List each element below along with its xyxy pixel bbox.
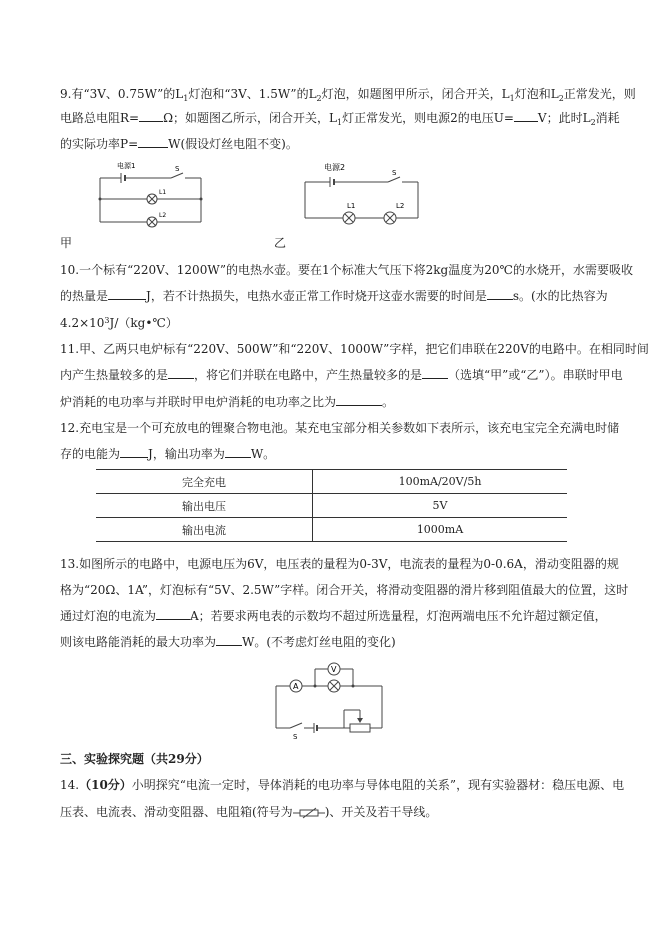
q11-text: ，将它们并联在电路中，产生热量较多的是 xyxy=(194,368,423,382)
q9-text: 正常发光，则 xyxy=(563,87,636,101)
answer-blank[interactable] xyxy=(514,110,538,122)
lamp-2-label: L2 xyxy=(159,212,167,219)
q12-line-2 xyxy=(60,446,275,462)
subscript: 1 xyxy=(509,94,515,103)
table-cell-value: 100mA/20V/5h xyxy=(313,470,568,494)
answer-blank[interactable] xyxy=(168,367,194,379)
q12-text: 存的电能为 xyxy=(60,447,121,461)
q9-line-2 xyxy=(60,110,620,128)
q10-text: 4.2×10 xyxy=(60,316,105,330)
circuit-diagram-q13 xyxy=(270,660,390,740)
q9-text: 消耗 xyxy=(595,111,620,125)
q13-line-1: 13.如图所示的电路中，电源电压为6V，电压表的量程为0-3V，电流表的量程为0-0.6A，滑动变阻器的规 xyxy=(60,557,619,571)
answer-blank[interactable] xyxy=(139,110,163,122)
q14-line-2 xyxy=(60,804,437,820)
table-row xyxy=(96,518,567,542)
answer-blank[interactable] xyxy=(108,288,146,300)
answer-blank[interactable] xyxy=(216,634,242,646)
answer-blank[interactable] xyxy=(138,136,168,148)
q12-text: J，输出功率为 xyxy=(148,447,225,461)
q13-text: A；若要求两电表的示数均不超过所选量程，灯泡两端电压不允许超过额定值， xyxy=(190,609,607,623)
lamp-1-label: L1 xyxy=(159,189,167,196)
subscript: 1 xyxy=(183,94,189,103)
q9-text: Ω；如题图乙所示，闭合开关，L xyxy=(163,111,338,125)
q14-number: 14. xyxy=(60,778,80,792)
q14-text: 压表、电流表、滑动变阻器、电阻箱(符号为 xyxy=(60,805,293,819)
table-cell-value: 5V xyxy=(313,494,568,518)
table-cell-label: 输出电压 xyxy=(96,494,313,518)
power-bank-spec-table xyxy=(96,469,567,542)
switch-label: S xyxy=(392,169,397,177)
q11-line-2 xyxy=(60,367,623,383)
q11-line-1: 11.甲、乙两只电炉标有“220V、500W”和“220V、1000W”字样，把它们串联在220V的电路中。在相同时间 xyxy=(60,342,649,356)
q14-score: （10分） xyxy=(79,778,132,792)
table-row xyxy=(96,494,567,518)
q13-text: 则该电路能消耗的最大功率为 xyxy=(60,635,217,649)
subscript: 2 xyxy=(558,94,564,103)
answer-blank[interactable] xyxy=(487,288,513,300)
answer-blank[interactable] xyxy=(422,367,448,379)
q10-line-2 xyxy=(60,288,608,304)
q12-text: W。 xyxy=(250,447,276,461)
q9-text: 电路总电阻R= xyxy=(60,111,140,125)
circuit-diagram-jia xyxy=(95,158,210,230)
q14-line-1 xyxy=(60,777,624,793)
superscript: 3 xyxy=(104,316,110,325)
q9-text: 灯泡，如题图甲所示，闭合开关，L xyxy=(321,87,510,101)
q11-text: 内产生热量较多的是 xyxy=(60,368,169,382)
ammeter-label: A xyxy=(293,682,299,691)
q10-line-3 xyxy=(60,315,178,333)
q10-line-1: 10.一个标有“220V、1200W”的电热水壶。要在1个标准大气压下将2kg温度为20℃的水烧开，水需要吸收 xyxy=(60,263,633,277)
q13-text: W。(不考虑灯丝电阻的变化) xyxy=(242,635,396,649)
subscript: 1 xyxy=(337,118,343,127)
q9-text: 的实际功率P= xyxy=(60,137,139,151)
q13-line-3 xyxy=(60,608,607,624)
q12-line-1: 12.充电宝是一个可充放电的锂聚合物电池。某充电宝部分相关参数如下表所示，该充电宝完全充满电时储 xyxy=(60,421,620,435)
switch-label: S xyxy=(175,165,180,173)
q13-line-2: 格为“20Ω、1A”，灯泡标有“5V、2.5W”字样。闭合开关，将滑动变阻器的滑片移到阻值最大的位置，这时 xyxy=(60,583,629,597)
q11-line-3 xyxy=(60,394,394,410)
q10-text: J，若不计热损失，电热水壶正常工作时烧开这壶水需要的时间是 xyxy=(146,289,487,303)
q9-text: W(假设灯丝电阻不变)。 xyxy=(168,137,298,151)
q14-text: )、开关及若干导线。 xyxy=(324,805,438,819)
answer-blank[interactable] xyxy=(225,446,251,458)
figure-label-yi: 乙 xyxy=(274,236,287,250)
q9-text: 灯泡和L xyxy=(514,87,559,101)
q11-text: （选填“甲”或“乙”）。串联时甲电 xyxy=(448,368,623,382)
lamp-2-label: L2 xyxy=(396,202,405,210)
answer-blank[interactable] xyxy=(120,446,148,458)
subscript: 2 xyxy=(316,94,322,103)
table-cell-label: 完全充电 xyxy=(96,470,313,494)
q9-line-1 xyxy=(60,86,636,104)
q13-line-4 xyxy=(60,634,396,650)
q9-text: V；此时L xyxy=(537,111,591,125)
table-cell-label: 输出电流 xyxy=(96,518,313,542)
q10-text: s。(水的比热容为 xyxy=(512,289,608,303)
q11-text: 。 xyxy=(382,395,395,409)
voltmeter-label: V xyxy=(331,665,337,674)
q9-text: 灯泡和“3V、1.5W”的L xyxy=(188,87,317,101)
q10-text: 的热量是 xyxy=(60,289,109,303)
subscript: 2 xyxy=(590,118,596,127)
q9-text: 9.有“3V、0.75W”的L xyxy=(60,87,184,101)
q13-text: 通过灯泡的电流为 xyxy=(60,609,157,623)
lamp-1-label: L1 xyxy=(347,202,356,210)
answer-blank[interactable] xyxy=(156,608,190,620)
q10-text: J/（kg•℃） xyxy=(109,316,178,330)
table-row xyxy=(96,470,567,494)
figure-label-jia: 甲 xyxy=(60,236,73,250)
resistance-box-symbol-icon xyxy=(293,807,325,819)
q9-text: 灯正常发光，则电源2的电压U= xyxy=(342,111,514,125)
source-1-label: 电源1 xyxy=(117,162,136,170)
answer-blank[interactable] xyxy=(336,394,382,406)
q14-text: 小明探究“电流一定时，导体消耗的电功率与导体电阻的关系”，现有实验器材：稳压电源、电 xyxy=(131,778,625,792)
switch-label: S xyxy=(293,733,298,740)
q11-text: 炉消耗的电功率与并联时甲电炉消耗的电功率之比为 xyxy=(60,395,337,409)
q9-line-3 xyxy=(60,136,298,152)
source-2-label: 电源2 xyxy=(324,163,346,172)
circuit-diagram-yi xyxy=(300,158,425,228)
section-title: 三、实验探究题（共29分） xyxy=(60,752,209,766)
table-cell-value: 1000mA xyxy=(313,518,568,542)
